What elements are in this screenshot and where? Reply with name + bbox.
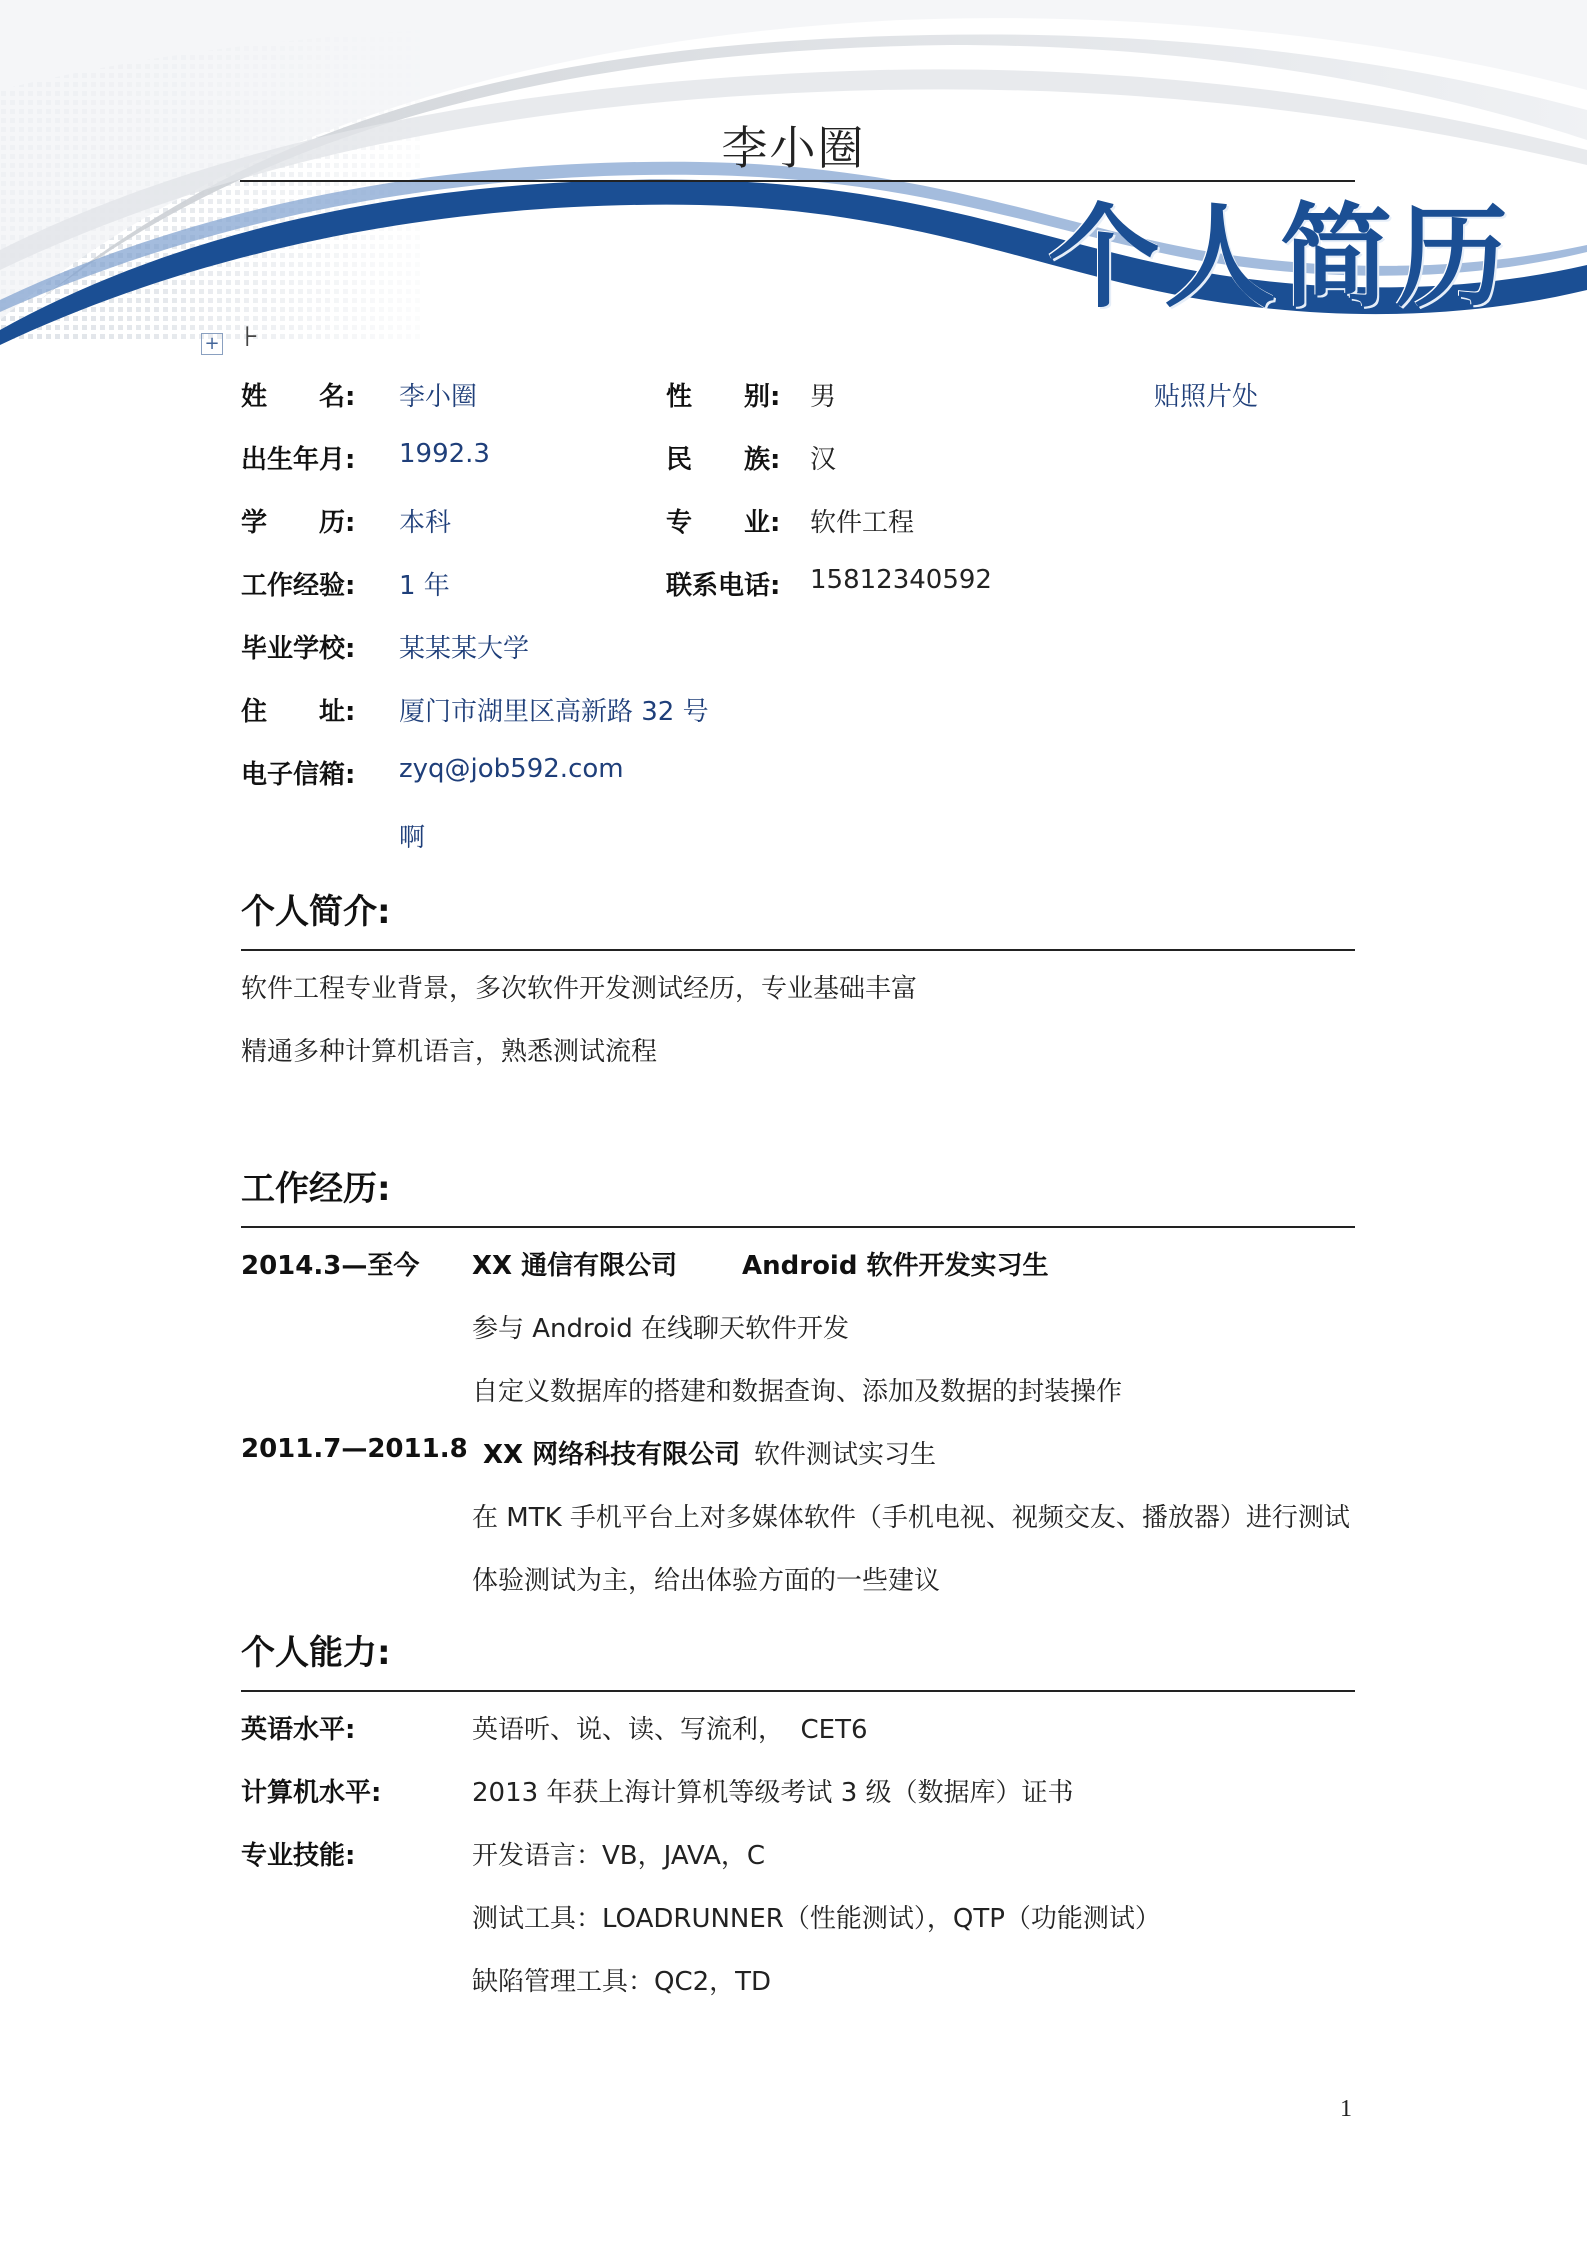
phone-value: 15812340592 — [810, 565, 992, 595]
page-number: 1 — [1340, 2096, 1352, 2122]
header-name: 李小圈 — [721, 121, 866, 175]
job-period: 2011.7—2011.8 — [241, 1434, 468, 1464]
pro-skill-item: 缺陷管理工具：QC2，TD — [472, 1967, 772, 1997]
job-detail: 自定义数据库的搭建和数据查询、添加及数据的封装操作 — [472, 1377, 1123, 1407]
education-label: 学 历: — [241, 508, 356, 538]
school-value: 某某某大学 — [399, 634, 530, 664]
job-position: Android 软件开发实习生 — [742, 1251, 1049, 1281]
education-value: 本科 — [399, 508, 452, 538]
name-value: 李小圈 — [399, 382, 478, 412]
job-detail: 在 MTK 手机平台上对多媒体软件（手机电视、视频交友、播放器）进行测试 — [472, 1503, 1350, 1533]
pro-skill-item: 开发语言：VB，JAVA，C — [472, 1841, 766, 1871]
work-rule — [241, 1226, 1355, 1228]
school-label: 毕业学校: — [241, 634, 356, 664]
extra-value: 啊 — [399, 823, 426, 853]
resume-title: 个人简历 — [1048, 193, 1512, 323]
job-position: 软件测试实习生 — [754, 1440, 937, 1470]
profile-line: 精通多种计算机语言，熟悉测试流程 — [241, 1037, 658, 1067]
ethnicity-label: 民 族: — [666, 445, 781, 475]
english-value: 英语听、说、读、写流利， CET6 — [472, 1715, 868, 1745]
skills-rule — [241, 1690, 1355, 1692]
computer-label: 计算机水平: — [241, 1778, 382, 1808]
address-label: 住 址: — [241, 697, 356, 727]
birth-label: 出生年月: — [241, 445, 356, 475]
birth-value: 1992.3 — [399, 439, 490, 469]
job-detail: 参与 Android 在线聊天软件开发 — [472, 1314, 850, 1344]
email-label: 电子信箱: — [241, 760, 356, 790]
job-company: XX 通信有限公司 — [472, 1251, 678, 1281]
gender-value: 男 — [810, 382, 837, 412]
email-value[interactable]: zyq@job592.com — [399, 754, 624, 784]
experience-value: 1 年 — [399, 571, 450, 601]
pro-skill-item: 测试工具：LOADRUNNER（性能测试），QTP（功能测试） — [472, 1904, 1161, 1934]
address-value: 厦门市湖里区高新路 32 号 — [399, 697, 709, 727]
gender-label: 性 别: — [666, 382, 781, 412]
text-cursor-icon: ⊦ — [244, 320, 259, 353]
work-heading: 工作经历: — [241, 1169, 391, 1209]
ethnicity-value: 汉 — [810, 445, 837, 475]
computer-value: 2013 年获上海计算机等级考试 3 级（数据库）证书 — [472, 1778, 1074, 1808]
photo-placeholder: 贴照片处 — [1154, 382, 1259, 412]
skills-heading: 个人能力: — [241, 1633, 391, 1673]
job-company: XX 网络科技有限公司 — [483, 1440, 741, 1470]
profile-line: 软件工程专业背景，多次软件开发测试经历，专业基础丰富 — [241, 974, 918, 1004]
english-label: 英语水平: — [241, 1715, 356, 1745]
pro-skills-label: 专业技能: — [241, 1841, 356, 1871]
major-label: 专 业: — [666, 508, 781, 538]
experience-label: 工作经验: — [241, 571, 356, 601]
major-value: 软件工程 — [810, 508, 915, 538]
phone-label: 联系电话: — [666, 571, 781, 601]
job-detail: 体验测试为主，给出体验方面的一些建议 — [472, 1566, 941, 1596]
job-period: 2014.3—至今 — [241, 1251, 420, 1281]
table-move-handle-icon[interactable]: + — [201, 333, 223, 355]
name-label: 姓 名: — [241, 382, 356, 412]
profile-rule — [241, 949, 1355, 951]
profile-heading: 个人简介: — [241, 892, 391, 932]
